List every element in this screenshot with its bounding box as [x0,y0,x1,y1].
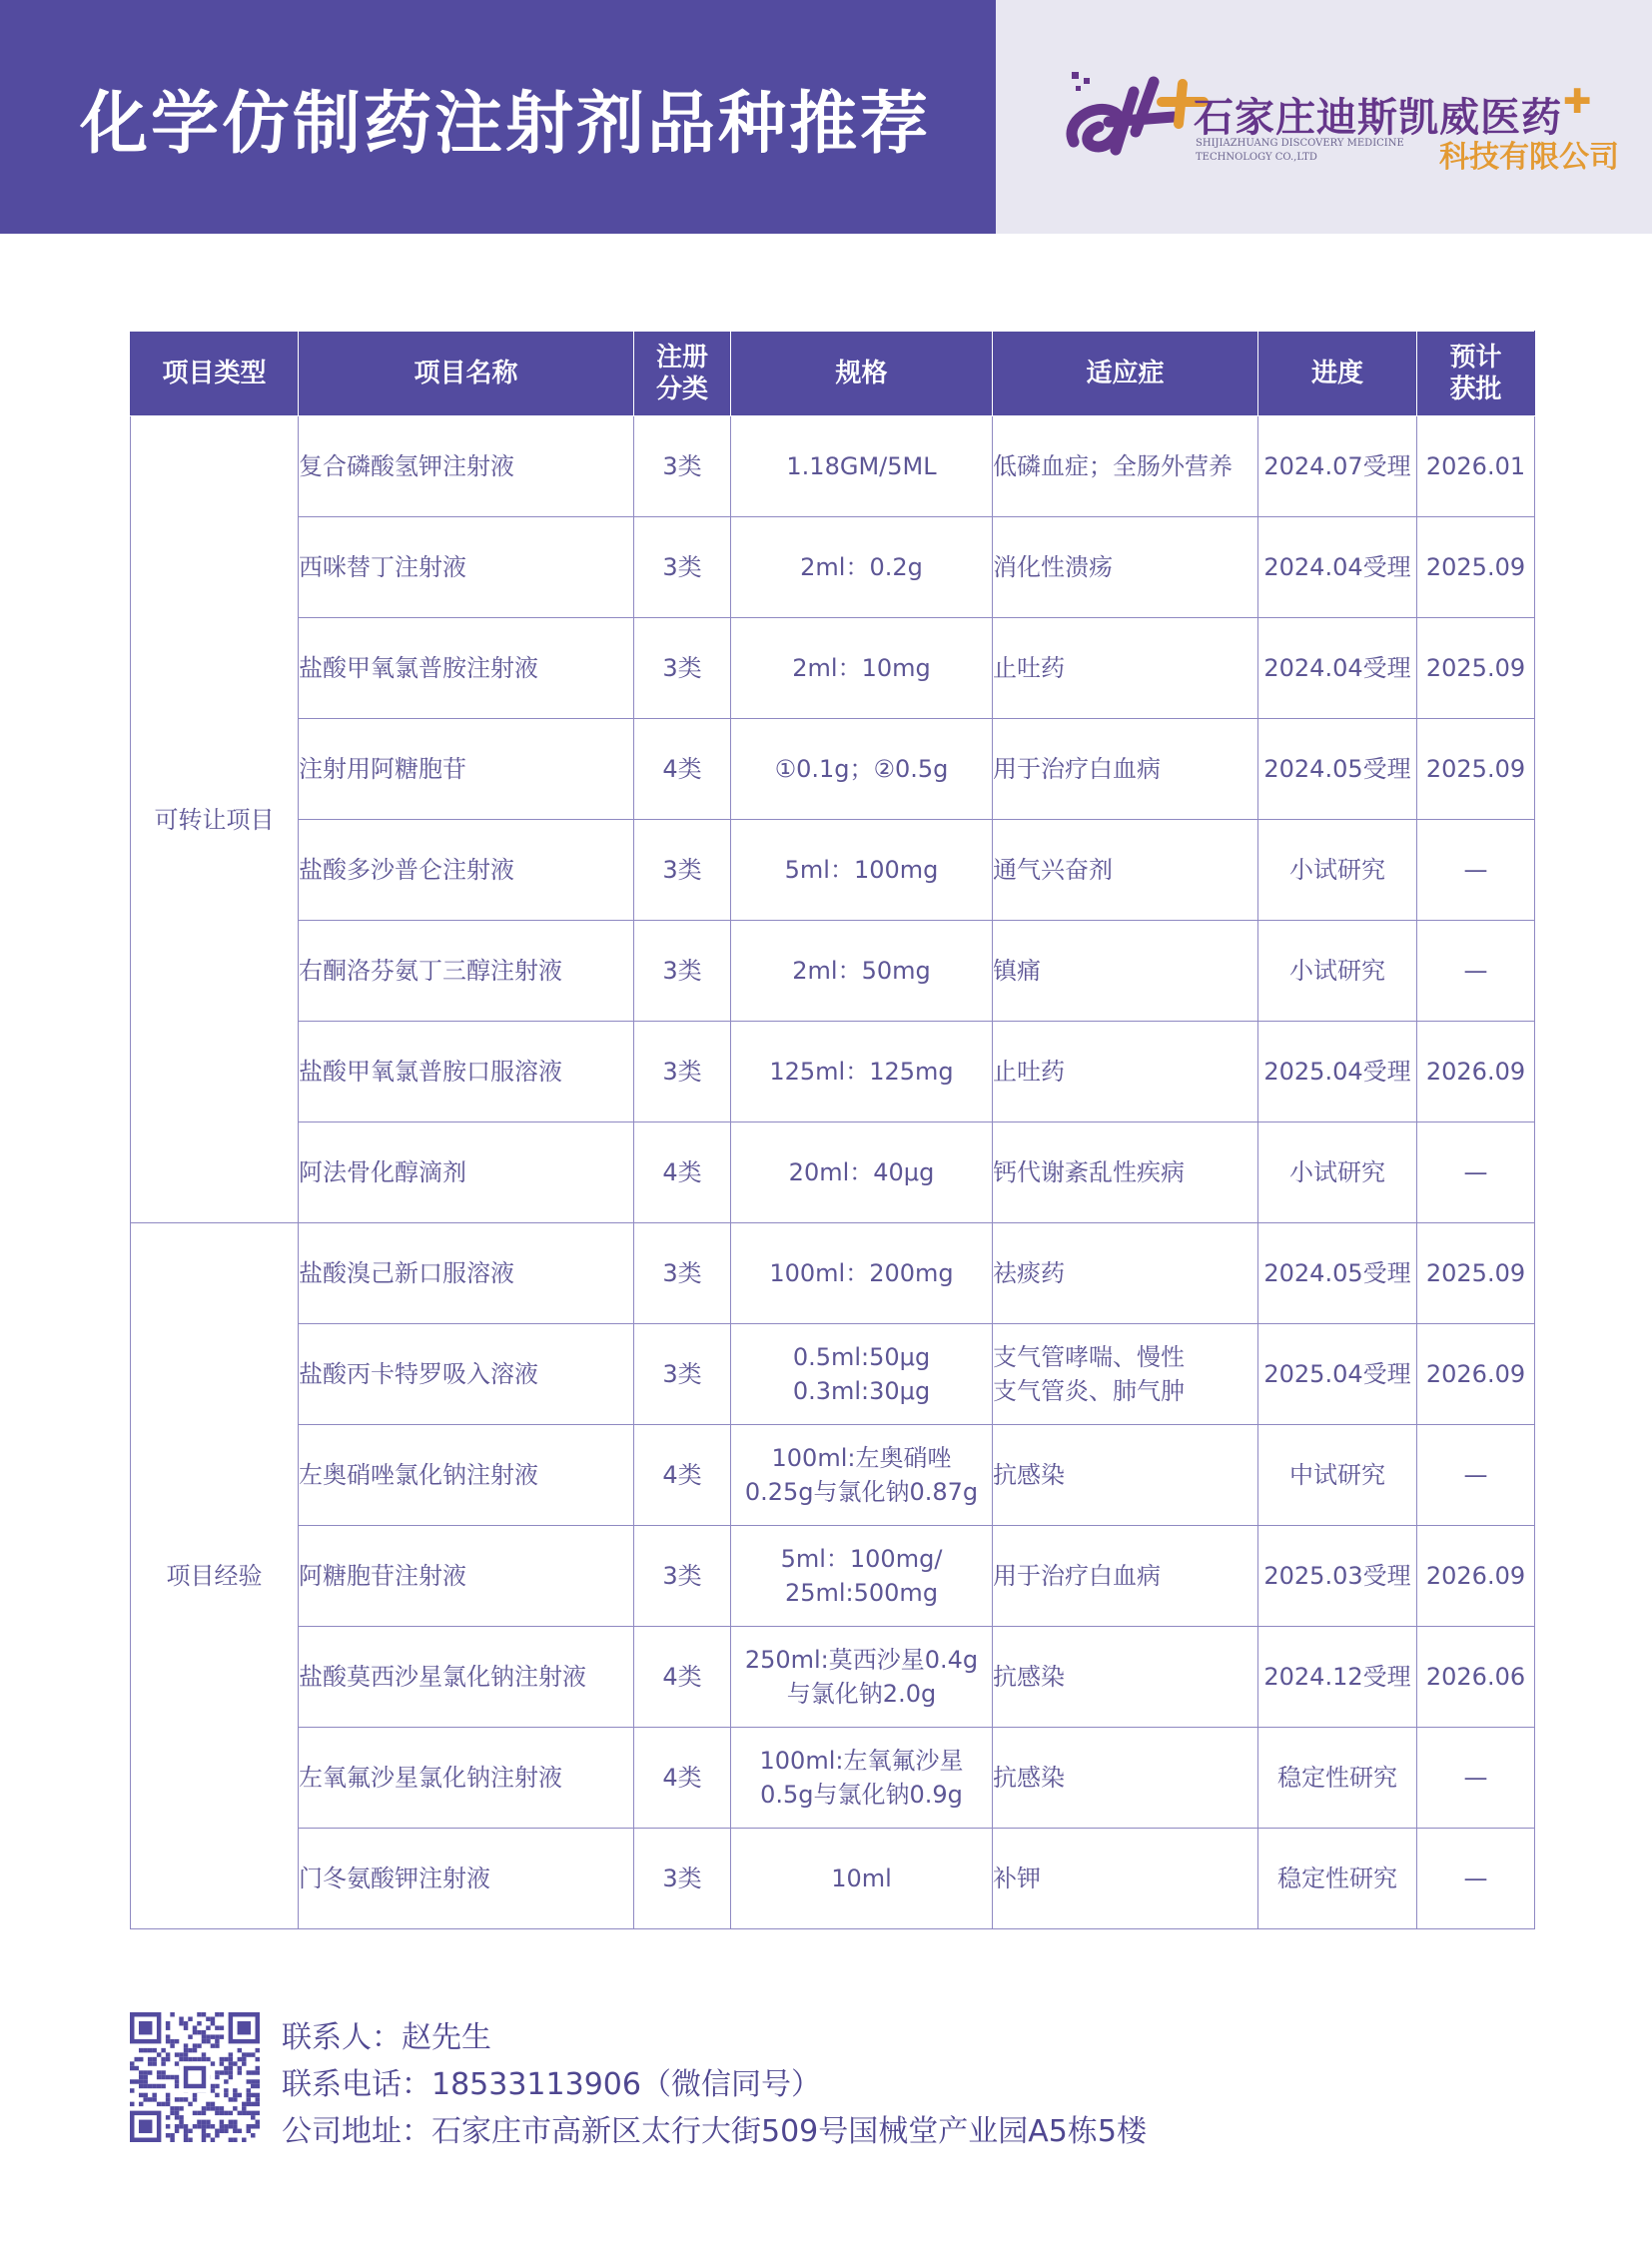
approval-cell: 2026.09 [1417,1324,1535,1425]
approval-cell: 2025.09 [1417,1223,1535,1324]
header-cell: 项目类型 [131,332,299,416]
table-row [131,1728,1535,1829]
qr-code-icon [130,2012,260,2142]
spec-cell: 2ml：10mg [731,618,993,719]
contact-address: 公司地址：石家庄市高新区太行大街509号国械堂产业园A5栋5楼 [282,2114,1147,2149]
category-cell: 3类 [634,517,731,618]
indication-cell: 用于治疗白血病 [993,1526,1258,1627]
indication-cell: 补钾 [993,1829,1258,1929]
category-cell: 3类 [634,1829,731,1929]
table-row [131,1425,1535,1526]
category-cell: 4类 [634,1728,731,1829]
table-row [131,1022,1535,1122]
header-cell: 适应症 [993,332,1258,416]
indication-cell: 通气兴奋剂 [993,820,1258,921]
spec-cell: 10ml [731,1829,993,1929]
approval-cell: — [1417,1728,1535,1829]
table-row [131,1122,1535,1223]
approval-cell: 2026.06 [1417,1627,1535,1728]
category-cell: 3类 [634,618,731,719]
header-cell-text: 预计 获批 [1449,343,1502,404]
table-row [131,1324,1535,1425]
header-cell-text: 注册 分类 [655,343,708,404]
spec-cell: ①0.1g；②0.5g [731,719,993,820]
indication-cell: 支气管哮喘、慢性 支气管炎、肺气肿 [993,1324,1258,1425]
header-banner [0,0,996,234]
progress-cell: 2024.04受理 [1258,618,1417,719]
progress-cell: 小试研究 [1258,1122,1417,1223]
progress-cell: 2024.12受理 [1258,1627,1417,1728]
category-cell: 3类 [634,1022,731,1122]
company-logo [1054,62,1619,182]
table-row [131,618,1535,719]
header-cell: 规格 [731,332,993,416]
progress-cell: 中试研究 [1258,1425,1417,1526]
project-type-cell: 项目经验 [131,1223,299,1929]
approval-cell: 2025.09 [1417,719,1535,820]
spec-cell: 0.5ml:50μg 0.3ml:30μg [731,1324,993,1425]
drug-name-cell: 阿法骨化醇滴剂 [299,1122,634,1223]
spec-cell: 1.18GM/5ML [731,416,993,517]
drug-name-cell: 盐酸丙卡特罗吸入溶液 [299,1324,634,1425]
table-row [131,1829,1535,1929]
project-type-cell: 可转让项目 [131,416,299,1223]
logo-name-cn-sub: 科技有限公司 [1439,140,1619,175]
table-row [131,921,1535,1022]
page-title: 化学仿制药注射剂品种推荐 [80,85,932,164]
drug-table [130,331,1535,1929]
indication-cell: 钙代谢紊乱性疾病 [993,1122,1258,1223]
approval-cell: — [1417,820,1535,921]
drug-name-cell: 盐酸多沙普仑注射液 [299,820,634,921]
category-cell: 4类 [634,1122,731,1223]
approval-cell: 2026.09 [1417,1526,1535,1627]
table-row [131,416,1535,517]
table-row [131,517,1535,618]
logo-name-cn: 石家庄迪斯凯威医药 [1194,95,1562,141]
drug-name-cell: 盐酸甲氧氯普胺注射液 [299,618,634,719]
spec-cell: 250ml:莫西沙星0.4g 与氯化钠2.0g [731,1627,993,1728]
progress-cell: 2025.03受理 [1258,1526,1417,1627]
drug-name-cell: 西咪替丁注射液 [299,517,634,618]
table-header-row [131,332,1535,416]
category-cell: 3类 [634,1526,731,1627]
indication-cell: 低磷血症；全肠外营养 [993,416,1258,517]
spec-cell: 2ml：0.2g [731,517,993,618]
contact-section [130,2012,1428,2147]
header-cell [634,332,731,416]
progress-cell: 2024.07受理 [1258,416,1417,517]
dh-plus-logo-icon [1054,62,1214,182]
drug-name-cell: 阿糖胞苷注射液 [299,1526,634,1627]
logo-name-en-line2: TECHNOLOGY CO.,LTD [1196,152,1317,163]
drug-name-cell: 左奥硝唑氯化钠注射液 [299,1425,634,1526]
progress-cell: 稳定性研究 [1258,1728,1417,1829]
progress-cell: 稳定性研究 [1258,1829,1417,1929]
spec-cell: 5ml：100mg/ 25ml:500mg [731,1526,993,1627]
approval-cell: 2026.01 [1417,416,1535,517]
logo-plus-icon: ✚ [1563,82,1592,122]
spec-cell: 125ml：125mg [731,1022,993,1122]
approval-cell: 2025.09 [1417,517,1535,618]
contact-phone: 联系电话：18533113906（微信同号） [282,2067,821,2102]
drug-name-cell: 复合磷酸氢钾注射液 [299,416,634,517]
progress-cell: 2024.05受理 [1258,719,1417,820]
category-cell: 3类 [634,416,731,517]
drug-name-cell: 门冬氨酸钾注射液 [299,1829,634,1929]
table-row [131,719,1535,820]
header-cell [1417,332,1535,416]
page-header [0,0,1652,234]
drug-name-cell: 右酮洛芬氨丁三醇注射液 [299,921,634,1022]
table-body [131,416,1535,1929]
category-cell: 3类 [634,1324,731,1425]
logo-name-en-line1: SHIJIAZHUANG DISCOVERY MEDICINE [1196,138,1404,149]
contact-person: 联系人：赵先生 [282,2020,491,2055]
progress-cell: 2025.04受理 [1258,1022,1417,1122]
category-cell: 4类 [634,1627,731,1728]
indication-cell: 止吐药 [993,1022,1258,1122]
drug-name-cell: 盐酸莫西沙星氯化钠注射液 [299,1627,634,1728]
spec-cell: 100ml:左奥硝唑 0.25g与氯化钠0.87g [731,1425,993,1526]
category-cell: 3类 [634,1223,731,1324]
indication-cell: 抗感染 [993,1728,1258,1829]
progress-cell: 2024.04受理 [1258,517,1417,618]
indication-cell: 用于治疗白血病 [993,719,1258,820]
header-cell: 项目名称 [299,332,634,416]
progress-cell: 2025.04受理 [1258,1324,1417,1425]
category-cell: 4类 [634,719,731,820]
indication-cell: 抗感染 [993,1425,1258,1526]
category-cell: 3类 [634,820,731,921]
drug-name-cell: 注射用阿糖胞苷 [299,719,634,820]
spec-cell: 2ml：50mg [731,921,993,1022]
approval-cell: — [1417,1829,1535,1929]
progress-cell: 小试研究 [1258,820,1417,921]
indication-cell: 镇痛 [993,921,1258,1022]
spec-cell: 100ml：200mg [731,1223,993,1324]
spec-cell: 100ml:左氧氟沙星 0.5g与氯化钠0.9g [731,1728,993,1829]
indication-cell: 止吐药 [993,618,1258,719]
indication-cell: 消化性溃疡 [993,517,1258,618]
indication-cell: 抗感染 [993,1627,1258,1728]
table-row [131,1223,1535,1324]
drug-name-cell: 盐酸甲氧氯普胺口服溶液 [299,1022,634,1122]
approval-cell: 2025.09 [1417,618,1535,719]
indication-cell: 祛痰药 [993,1223,1258,1324]
approval-cell: — [1417,921,1535,1022]
drug-name-cell: 左氧氟沙星氯化钠注射液 [299,1728,634,1829]
progress-cell: 2024.05受理 [1258,1223,1417,1324]
drug-name-cell: 盐酸溴己新口服溶液 [299,1223,634,1324]
approval-cell: 2026.09 [1417,1022,1535,1122]
table-row [131,1526,1535,1627]
table-row [131,1627,1535,1728]
spec-cell: 5ml：100mg [731,820,993,921]
category-cell: 3类 [634,921,731,1022]
approval-cell: — [1417,1122,1535,1223]
category-cell: 4类 [634,1425,731,1526]
progress-cell: 小试研究 [1258,921,1417,1022]
approval-cell: — [1417,1425,1535,1526]
table-row [131,820,1535,921]
spec-cell: 20ml：40μg [731,1122,993,1223]
header-cell: 进度 [1258,332,1417,416]
